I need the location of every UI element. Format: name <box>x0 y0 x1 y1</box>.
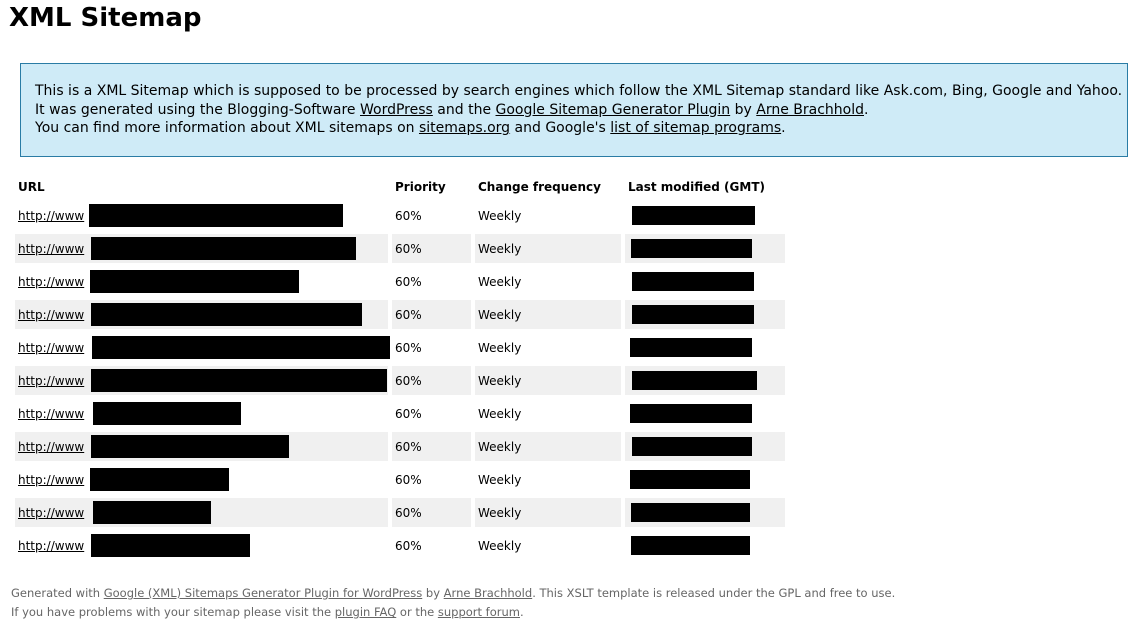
footer-line-2-prefix: If you have problems with your sitemap please visit the <box>11 605 335 619</box>
last-modified-cell <box>625 333 785 362</box>
redacted-url <box>92 336 390 359</box>
priority-cell: 60% <box>395 406 422 421</box>
url-link[interactable]: http://www <box>18 307 85 322</box>
table-row <box>15 465 785 494</box>
intro-line-2-by: by <box>730 101 757 118</box>
header-change-frequency: Change frequency <box>478 180 601 194</box>
page-title: XML Sitemap <box>9 3 202 33</box>
url-cell <box>15 300 388 329</box>
table-row <box>15 267 785 296</box>
url-cell <box>15 432 388 461</box>
url-cell <box>15 201 388 230</box>
redacted-url <box>93 402 241 425</box>
redacted-url <box>91 369 387 392</box>
change-frequency-cell: Weekly <box>475 366 621 395</box>
table-row <box>15 366 785 395</box>
arne-brachhold-link[interactable]: Arne Brachhold <box>756 101 864 118</box>
header-url: URL <box>18 180 45 194</box>
footer-line-2-end: . <box>519 605 524 619</box>
redacted-date <box>630 470 750 489</box>
priority-cell: 60% <box>392 366 471 395</box>
last-modified-cell <box>625 267 785 296</box>
url-link[interactable]: http://www <box>18 373 85 388</box>
wordpress-link[interactable]: WordPress <box>360 101 433 118</box>
table-row <box>15 531 785 560</box>
url-link[interactable]: http://www <box>18 208 85 223</box>
intro-line-3-prefix: You can find more information about XML sitemaps on <box>35 120 419 136</box>
priority-cell: 60% <box>392 498 471 527</box>
change-frequency-cell: Weekly <box>475 300 621 329</box>
last-modified-cell <box>625 465 785 494</box>
priority-cell: 60% <box>392 300 471 329</box>
footer-line-1 <box>11 584 895 603</box>
author-link[interactable]: Arne Brachhold <box>443 586 533 600</box>
change-frequency-cell: Weekly <box>478 340 522 355</box>
redacted-url <box>91 303 362 326</box>
url-link[interactable]: http://www <box>18 406 85 421</box>
sitemap-table <box>11 173 789 564</box>
redacted-date <box>632 272 754 291</box>
footer-line-1-end: . This XSLT template is released under the GPL and free to use. <box>532 586 896 600</box>
intro-line-3 <box>35 119 1127 138</box>
priority-cell: 60% <box>395 340 422 355</box>
url-link[interactable]: http://www <box>18 472 85 487</box>
sitemap-programs-link[interactable]: list of sitemap programs <box>610 120 782 136</box>
intro-line-2-mid: and the <box>432 101 496 118</box>
priority-cell: 60% <box>395 472 422 487</box>
priority-cell: 60% <box>392 432 471 461</box>
table-row <box>15 498 785 527</box>
footer-line-1-by: by <box>422 586 444 600</box>
priority-cell: 60% <box>392 234 471 263</box>
table-row <box>15 300 785 329</box>
change-frequency-cell: Weekly <box>475 432 621 461</box>
intro-line-2 <box>35 101 1127 120</box>
table-row <box>15 432 785 461</box>
footer-line-2 <box>11 603 895 622</box>
redacted-date <box>630 338 752 357</box>
redacted-url <box>91 534 250 557</box>
google-sitemap-generator-link[interactable]: Google Sitemap Generator Plugin <box>495 101 731 118</box>
url-link[interactable]: http://www <box>18 538 85 553</box>
redacted-url <box>90 468 229 491</box>
support-forum-link[interactable]: support forum <box>437 605 520 619</box>
priority-cell: 60% <box>395 274 422 289</box>
intro-box <box>20 63 1128 157</box>
intro-line-3-end: . <box>781 120 786 136</box>
table-row <box>15 234 785 263</box>
priority-cell: 60% <box>395 208 422 223</box>
change-frequency-cell: Weekly <box>475 498 621 527</box>
redacted-date <box>632 206 755 225</box>
table-row <box>15 333 785 362</box>
header-priority: Priority <box>395 180 446 194</box>
footer-line-2-mid: or the <box>396 605 438 619</box>
intro-line-2-end: . <box>864 101 869 118</box>
last-modified-cell <box>625 234 785 263</box>
redacted-date <box>631 536 750 555</box>
intro-line-3-mid: and Google's <box>510 120 611 136</box>
table-row <box>15 201 785 230</box>
redacted-url <box>93 501 211 524</box>
last-modified-cell <box>625 432 785 461</box>
url-link[interactable]: http://www <box>18 274 85 289</box>
change-frequency-cell: Weekly <box>478 538 522 553</box>
change-frequency-cell: Weekly <box>478 208 522 223</box>
redacted-date <box>631 239 752 258</box>
plugin-link[interactable]: Google (XML) Sitemaps Generator Plugin for WordPress <box>103 586 423 600</box>
url-cell <box>15 531 388 560</box>
table-row <box>15 399 785 428</box>
redacted-date <box>632 305 754 324</box>
url-cell <box>15 333 388 362</box>
intro-line-1: This is a XML Sitemap which is supposed to be processed by search engines which follow the XML Sitemap standard like Ask.com, Bing, Google and Yahoo. <box>35 83 1123 99</box>
change-frequency-cell: Weekly <box>478 406 522 421</box>
table-header-row <box>15 177 785 197</box>
url-cell <box>15 234 388 263</box>
redacted-date <box>630 404 752 423</box>
redacted-url <box>90 270 299 293</box>
url-cell <box>15 399 388 428</box>
redacted-date <box>632 437 752 456</box>
footer-line-1-prefix: Generated with <box>11 586 104 600</box>
last-modified-cell <box>625 366 785 395</box>
url-cell <box>15 465 388 494</box>
sitemaps-org-link[interactable]: sitemaps.org <box>418 120 511 136</box>
last-modified-cell <box>625 498 785 527</box>
last-modified-cell <box>625 201 785 230</box>
url-link[interactable]: http://www <box>18 340 85 355</box>
redacted-url <box>91 435 289 458</box>
redacted-url <box>89 204 343 227</box>
footer <box>11 584 895 622</box>
url-cell <box>15 267 388 296</box>
plugin-faq-link[interactable]: plugin FAQ <box>334 605 397 619</box>
change-frequency-cell: Weekly <box>478 274 522 289</box>
priority-cell: 60% <box>395 538 422 553</box>
url-link[interactable]: http://www <box>18 439 85 454</box>
last-modified-cell <box>625 399 785 428</box>
redacted-date <box>631 503 750 522</box>
last-modified-cell <box>625 531 785 560</box>
url-cell <box>15 366 388 395</box>
redacted-url <box>91 237 356 260</box>
change-frequency-cell: Weekly <box>475 234 621 263</box>
intro-line-2-prefix: It was generated using the Blogging-Software <box>35 101 360 118</box>
header-last-modified: Last modified (GMT) <box>628 180 765 194</box>
url-cell <box>15 498 388 527</box>
redacted-date <box>632 371 757 390</box>
url-link[interactable]: http://www <box>18 505 85 520</box>
last-modified-cell <box>625 300 785 329</box>
change-frequency-cell: Weekly <box>478 472 522 487</box>
url-link[interactable]: http://www <box>18 241 85 256</box>
